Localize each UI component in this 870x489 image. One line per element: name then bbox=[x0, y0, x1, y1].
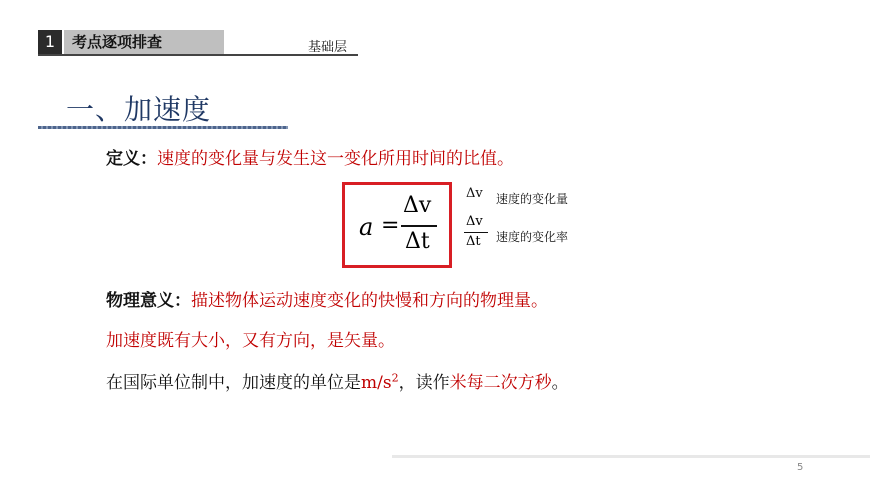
unit-end: 。 bbox=[551, 373, 569, 393]
unit-value bbox=[361, 373, 399, 393]
unit-base: m/s bbox=[361, 373, 392, 393]
page-number: 5 bbox=[797, 462, 804, 473]
unit-line bbox=[106, 368, 569, 393]
title-underline bbox=[38, 126, 288, 129]
note-ratio-label: 速度的变化率 bbox=[496, 230, 569, 244]
section-title: 一、加速度 bbox=[66, 93, 212, 126]
unit-exponent: 2 bbox=[391, 371, 399, 385]
formula-fraction-bar bbox=[401, 225, 437, 227]
meaning-line bbox=[106, 286, 548, 311]
formula-lhs: a bbox=[359, 213, 374, 241]
meaning-label: 物理意义： bbox=[106, 291, 191, 311]
section-number: 1 bbox=[38, 30, 62, 54]
note-delta-v: Δv bbox=[466, 186, 483, 201]
level-label: 基础层 bbox=[308, 40, 348, 55]
vector-line: 加速度既有大小，又有方向，是矢量。 bbox=[106, 331, 395, 351]
definition-text: 速度的变化量与发生这一变化所用时间的比值。 bbox=[157, 149, 514, 169]
header-bar bbox=[38, 30, 358, 56]
definition-label: 定义： bbox=[106, 149, 157, 169]
formula-box bbox=[342, 182, 452, 268]
definition-line bbox=[106, 144, 514, 169]
section-label: 考点逐项排查 bbox=[64, 30, 224, 54]
meaning-text: 描述物体运动速度变化的快慢和方向的物理量。 bbox=[191, 291, 548, 311]
formula-numerator: Δv bbox=[403, 193, 432, 218]
unit-middle: ，读作 bbox=[398, 373, 450, 393]
note-ratio-bar bbox=[464, 232, 488, 233]
footer-divider bbox=[392, 455, 870, 458]
note-ratio-numerator: Δv bbox=[466, 214, 483, 229]
formula-denominator: Δt bbox=[405, 229, 430, 254]
note-ratio-denominator: Δt bbox=[466, 234, 481, 249]
unit-prefix: 在国际单位制中，加速度的单位是 bbox=[106, 373, 361, 393]
formula-equals: = bbox=[381, 213, 400, 238]
note-delta-v-label: 速度的变化量 bbox=[496, 192, 569, 206]
unit-reading: 米每二次方秒 bbox=[449, 373, 552, 393]
